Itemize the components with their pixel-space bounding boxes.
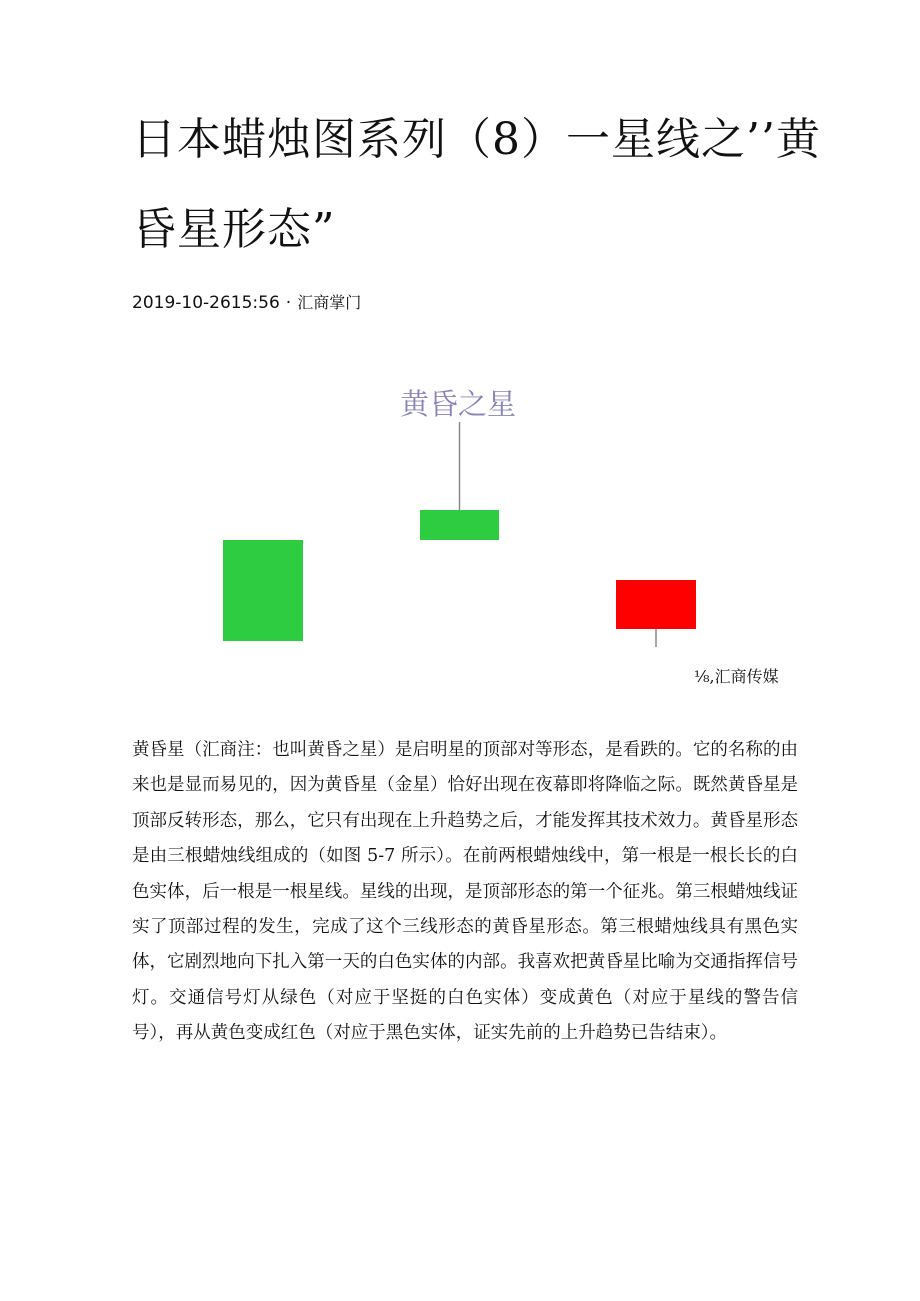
figure-title: 黄昏之星 — [400, 387, 517, 421]
figure-caption: ⅛,汇商传媒 — [694, 667, 779, 686]
meta-separator: · — [285, 293, 292, 313]
body-paragraph: 黄昏星（汇商注：也叫黄昏之星）是启明星的顶部对等形态，是看跌的。它的名称的由来也是显而易见的，因为黄昏星（金星）恰好出现在夜幕即将降临之际。既然黄昏星是顶部反转形态，那么，它只有出现在上升趋势之后，才能发挥其技术效力。黄昏星形态是由三根蜡烛线组成的（如图 5-7 所示）。在前两根蜡烛线中，第一根是一根长长的白色实体，后一根是一根星线。星线的出现，是顶部形态的第一个征兆。第三根蜡烛线证实了顶部过程的发生，完成了这个三线形态的黄昏星形态。第三根蜡烛线具有黑色实体，它剧烈地向下扎入第一天的白色实体的内部。我喜欢把黄昏星比喻为交通指挥信号灯。交通信号灯从绿色（对应于坚挺的白色实体）变成黄色（对应于星线的警告信号），再从黄色变成红色（对应于黑色实体，证实先前的上升趋势已告结束）。 — [132, 740, 798, 1044]
candle-3-body — [616, 580, 696, 629]
article-title-line-2: 昏星形态” — [132, 204, 336, 255]
candle-2-body — [420, 510, 499, 540]
evening-star-figure — [0, 360, 920, 690]
article-meta — [132, 290, 361, 313]
candle-1-body — [223, 540, 303, 641]
publish-date: 2019-10-2615:56 — [132, 293, 280, 313]
article-title-line-1: 日本蜡烛图系列（8）一星线之’’黄 — [132, 114, 821, 165]
article-source: 汇商掌门 — [297, 293, 362, 312]
